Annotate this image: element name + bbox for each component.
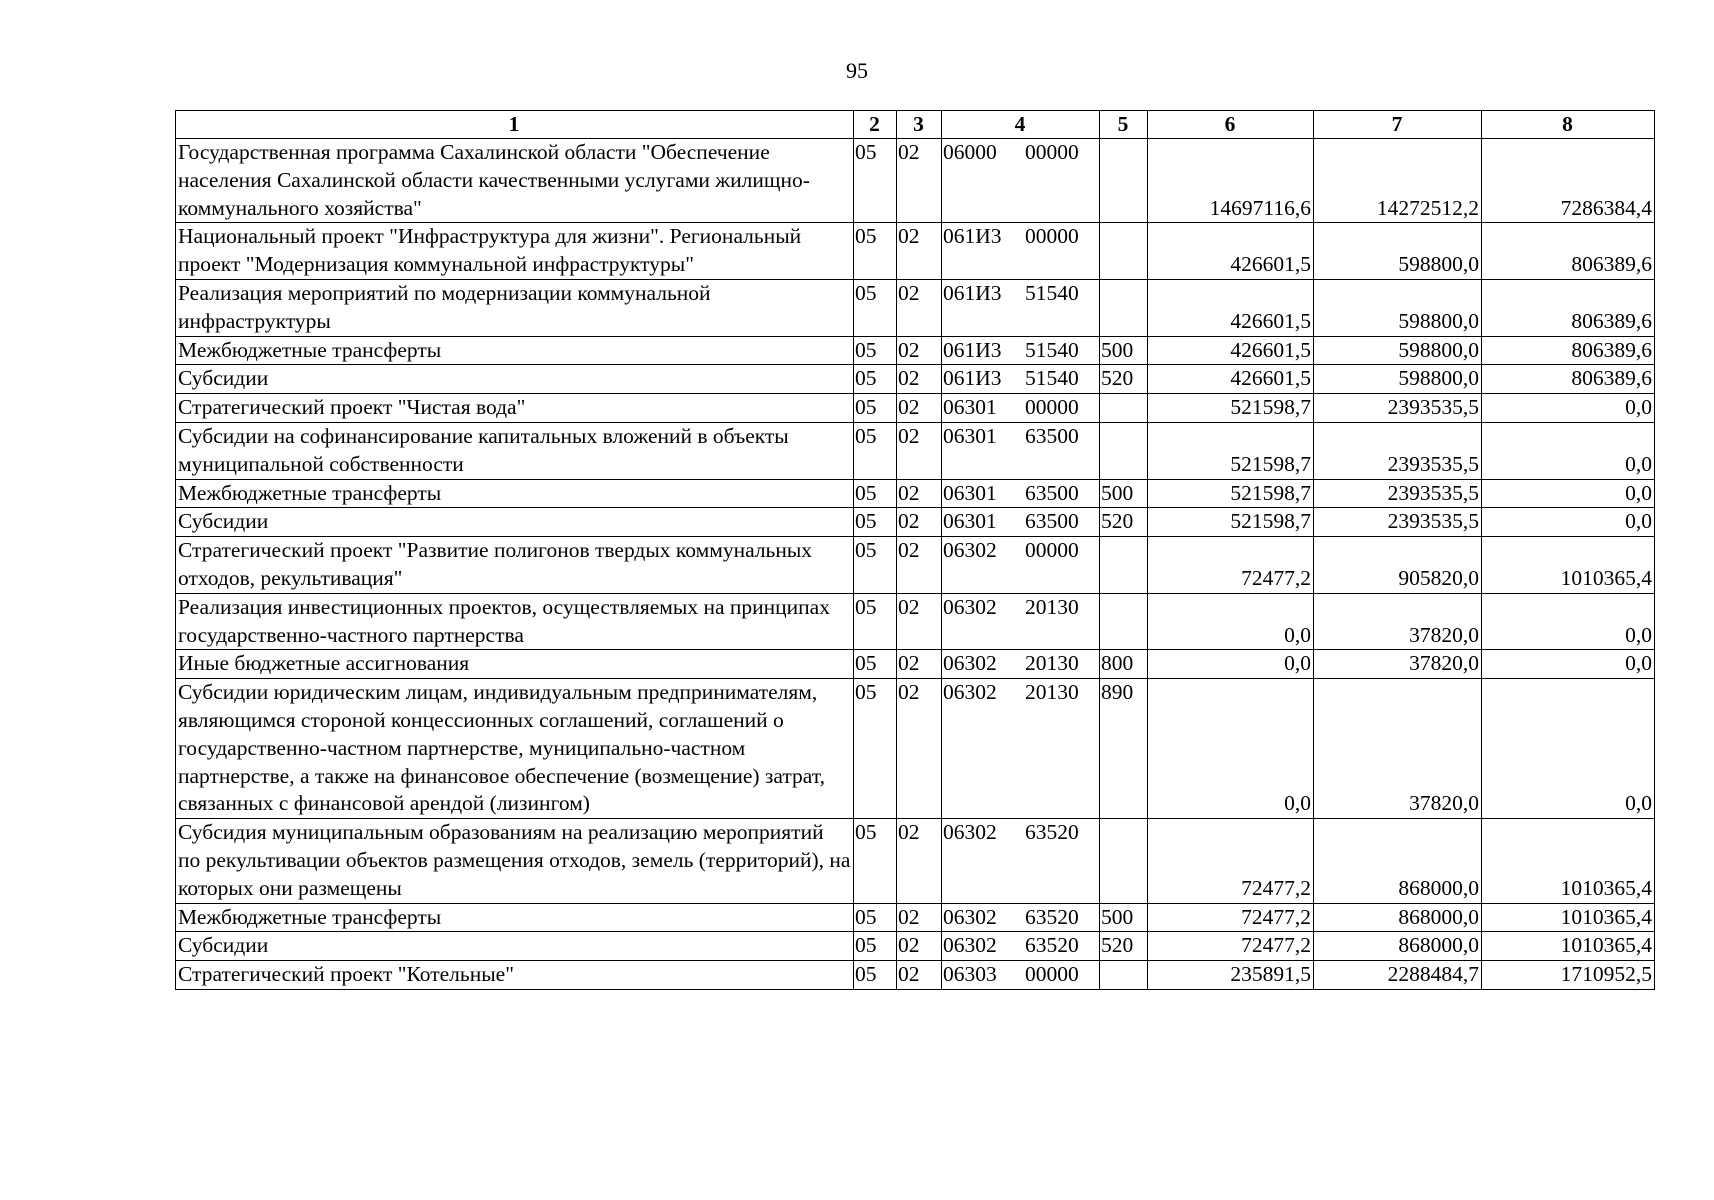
target-article-cell [942,903,1100,932]
section-code-cell: 05 [854,819,897,903]
amount-col8-cell: 1710952,5 [1482,961,1655,990]
column-header: 4 [942,111,1100,139]
section-code-cell: 05 [854,903,897,932]
target-article-program-code: 06301 [943,423,997,448]
table-row [176,223,1655,280]
row-name-cell: Межбюджетные трансферты [176,336,854,365]
amount-col6-cell: 0,0 [1148,650,1314,679]
amount-col7-cell: 2393535,5 [1314,479,1482,508]
target-article-cell [942,223,1100,280]
amount-col6-cell: 72477,2 [1148,537,1314,594]
target-article-program-code: 06302 [943,651,997,676]
amount-col6-cell: 72477,2 [1148,932,1314,961]
table-row [176,279,1655,336]
table-row [176,819,1655,903]
amount-col7-cell: 2393535,5 [1314,422,1482,479]
table-row [176,679,1655,819]
target-article-direction-code: 00000 [1025,140,1079,164]
table-header-row [176,111,1655,139]
subsection-code-cell: 02 [897,932,942,961]
amount-col8-cell: 0,0 [1482,650,1655,679]
target-article-program-code: 061И3 [943,337,1002,362]
expense-type-cell [1100,537,1148,594]
target-article-direction-code: 00000 [1025,962,1079,987]
row-name-cell: Субсидия муниципальным образованиям на реализацию мероприятий по рекультивации объектов размещения отходов, земель (территорий), на которых они размещены [176,819,854,903]
row-name-cell: Стратегический проект "Чистая вода" [176,394,854,423]
section-code-cell: 05 [854,650,897,679]
section-code-cell: 05 [854,422,897,479]
amount-col8-cell: 0,0 [1482,679,1655,819]
amount-col6-cell: 521598,7 [1148,422,1314,479]
amount-col7-cell: 37820,0 [1314,679,1482,819]
expense-type-cell [1100,593,1148,650]
table-row [176,537,1655,594]
section-code-cell: 05 [854,593,897,650]
target-article-direction-code: 00000 [1025,395,1079,420]
section-code-cell: 05 [854,336,897,365]
amount-col8-cell: 0,0 [1482,508,1655,537]
target-article-cell [942,961,1100,990]
amount-col8-cell: 806389,6 [1482,279,1655,336]
target-article-program-code: 06301 [943,509,997,534]
subsection-code-cell: 02 [897,679,942,819]
target-article-cell [942,537,1100,594]
target-article-program-code: 061И3 [943,224,1002,249]
amount-col6-cell: 426601,5 [1148,223,1314,280]
amount-col8-cell: 0,0 [1482,422,1655,479]
expense-type-cell [1100,394,1148,423]
amount-col7-cell: 868000,0 [1314,932,1482,961]
amount-col7-cell: 37820,0 [1314,650,1482,679]
target-article-cell [942,650,1100,679]
row-name-cell: Субсидии [176,365,854,394]
amount-col7-cell: 868000,0 [1314,903,1482,932]
amount-col8-cell: 0,0 [1482,394,1655,423]
row-name-cell: Реализация мероприятий по модернизации коммунальной инфраструктуры [176,279,854,336]
target-article-cell [942,593,1100,650]
amount-col6-cell: 521598,7 [1148,508,1314,537]
expense-type-cell: 520 [1100,932,1148,961]
section-code-cell: 05 [854,365,897,394]
target-article-direction-code: 51540 [1025,337,1079,362]
row-name-cell: Национальный проект "Инфраструктура для жизни". Региональный проект "Модернизация коммунальной инфраструктуры" [176,223,854,280]
amount-col8-cell: 806389,6 [1482,223,1655,280]
expense-type-cell: 520 [1100,508,1148,537]
amount-col8-cell: 1010365,4 [1482,537,1655,594]
section-code-cell: 05 [854,394,897,423]
subsection-code-cell: 02 [897,365,942,394]
amount-col6-cell: 235891,5 [1148,961,1314,990]
expense-type-cell [1100,961,1148,990]
table-row [176,139,1655,223]
table-row [176,479,1655,508]
row-name-cell: Субсидии юридическим лицам, индивидуальным предпринимателям, являющимся стороной концессионных соглашений, соглашений о государственно-частном партнерстве, муниципально-частном партнерстве, а также на финансовое обеспечение (возмещение) затрат, связанных с финансовой арендой (лизингом) [176,679,854,819]
subsection-code-cell: 02 [897,336,942,365]
subsection-code-cell: 02 [897,537,942,594]
target-article-direction-code: 51540 [1025,280,1079,305]
table-row [176,422,1655,479]
section-code-cell: 05 [854,537,897,594]
subsection-code-cell: 02 [897,650,942,679]
column-header: 1 [176,111,854,139]
amount-col6-cell: 14697116,6 [1148,139,1314,223]
target-article-program-code: 06000 [943,140,997,164]
subsection-code-cell: 02 [897,223,942,280]
target-article-direction-code: 63500 [1025,509,1079,534]
expense-type-cell [1100,819,1148,903]
amount-col7-cell: 598800,0 [1314,223,1482,280]
amount-col6-cell: 521598,7 [1148,394,1314,423]
subsection-code-cell: 02 [897,593,942,650]
subsection-code-cell: 02 [897,279,942,336]
subsection-code-cell: 02 [897,961,942,990]
subsection-code-cell: 02 [897,819,942,903]
expense-type-cell [1100,279,1148,336]
target-article-direction-code: 20130 [1025,680,1079,705]
target-article-direction-code: 51540 [1025,366,1079,391]
target-article-direction-code: 20130 [1025,651,1079,676]
expense-type-cell [1100,422,1148,479]
budget-table [175,110,1655,990]
amount-col6-cell: 0,0 [1148,593,1314,650]
subsection-code-cell: 02 [897,479,942,508]
target-article-direction-code: 00000 [1025,538,1079,563]
expense-type-cell: 500 [1100,903,1148,932]
column-header: 6 [1148,111,1314,139]
row-name-cell: Межбюджетные трансферты [176,479,854,508]
amount-col7-cell: 2393535,5 [1314,508,1482,537]
target-article-direction-code: 63520 [1025,933,1079,958]
row-name-cell: Субсидии [176,932,854,961]
target-article-program-code: 06302 [943,820,997,845]
amount-col8-cell: 0,0 [1482,479,1655,508]
column-header: 2 [854,111,897,139]
amount-col6-cell: 72477,2 [1148,903,1314,932]
table-row [176,903,1655,932]
target-article-program-code: 06302 [943,538,997,563]
row-name-cell: Субсидии [176,508,854,537]
target-article-cell [942,279,1100,336]
target-article-cell [942,422,1100,479]
table-body [176,139,1655,990]
target-article-cell [942,679,1100,819]
expense-type-cell [1100,139,1148,223]
target-article-direction-code: 00000 [1025,224,1079,249]
target-article-cell [942,932,1100,961]
amount-col8-cell: 806389,6 [1482,365,1655,394]
target-article-direction-code: 20130 [1025,594,1079,619]
expense-type-cell [1100,223,1148,280]
expense-type-cell: 520 [1100,365,1148,394]
target-article-program-code: 06302 [943,680,997,705]
target-article-program-code: 06302 [943,904,997,929]
subsection-code-cell: 02 [897,139,942,223]
amount-col7-cell: 598800,0 [1314,279,1482,336]
target-article-program-code: 06301 [943,480,997,505]
section-code-cell: 05 [854,961,897,990]
row-name-cell: Реализация инвестиционных проектов, осуществляемых на принципах государственно-частного партнерства [176,593,854,650]
target-article-cell [942,819,1100,903]
section-code-cell: 05 [854,508,897,537]
target-article-cell [942,479,1100,508]
table-row [176,593,1655,650]
amount-col6-cell: 0,0 [1148,679,1314,819]
amount-col6-cell: 72477,2 [1148,819,1314,903]
expense-type-cell: 500 [1100,336,1148,365]
column-header: 7 [1314,111,1482,139]
target-article-program-code: 061И3 [943,280,1002,305]
amount-col8-cell: 1010365,4 [1482,819,1655,903]
row-name-cell: Иные бюджетные ассигнования [176,650,854,679]
table-row [176,508,1655,537]
section-code-cell: 05 [854,223,897,280]
amount-col7-cell: 598800,0 [1314,365,1482,394]
target-article-cell [942,508,1100,537]
amount-col8-cell: 1010365,4 [1482,903,1655,932]
column-header: 3 [897,111,942,139]
table-row [176,336,1655,365]
column-header: 5 [1100,111,1148,139]
amount-col7-cell: 2288484,7 [1314,961,1482,990]
target-article-direction-code: 63520 [1025,904,1079,929]
amount-col6-cell: 521598,7 [1148,479,1314,508]
target-article-direction-code: 63520 [1025,820,1079,845]
section-code-cell: 05 [854,139,897,223]
subsection-code-cell: 02 [897,394,942,423]
target-article-program-code: 061И3 [943,366,1002,391]
table-row [176,650,1655,679]
section-code-cell: 05 [854,279,897,336]
section-code-cell: 05 [854,479,897,508]
amount-col7-cell: 14272512,2 [1314,139,1482,223]
row-name-cell: Субсидии на софинансирование капитальных вложений в объекты муниципальной собственности [176,422,854,479]
amount-col7-cell: 598800,0 [1314,336,1482,365]
subsection-code-cell: 02 [897,422,942,479]
row-name-cell: Стратегический проект "Котельные" [176,961,854,990]
target-article-cell [942,394,1100,423]
expense-type-cell: 500 [1100,479,1148,508]
amount-col7-cell: 37820,0 [1314,593,1482,650]
page-number: 95 [846,58,868,83]
table-row [176,961,1655,990]
amount-col7-cell: 868000,0 [1314,819,1482,903]
row-name-cell: Стратегический проект "Развитие полигонов твердых коммунальных отходов, рекультивация" [176,537,854,594]
target-article-program-code: 06303 [943,962,997,987]
target-article-direction-code: 63500 [1025,423,1079,448]
amount-col7-cell: 905820,0 [1314,537,1482,594]
target-article-cell [942,336,1100,365]
amount-col8-cell: 806389,6 [1482,336,1655,365]
section-code-cell: 05 [854,679,897,819]
amount-col6-cell: 426601,5 [1148,336,1314,365]
subsection-code-cell: 02 [897,508,942,537]
table-row [176,365,1655,394]
subsection-code-cell: 02 [897,903,942,932]
row-name-cell: Государственная программа Сахалинской области "Обеспечение населения Сахалинской области качественными услугами жилищно-коммунального хозяйства" [176,139,854,223]
table-row [176,394,1655,423]
amount-col7-cell: 2393535,5 [1314,394,1482,423]
target-article-cell [942,365,1100,394]
section-code-cell: 05 [854,932,897,961]
target-article-direction-code: 63500 [1025,480,1079,505]
amount-col6-cell: 426601,5 [1148,365,1314,394]
amount-col8-cell: 0,0 [1482,593,1655,650]
expense-type-cell: 800 [1100,650,1148,679]
target-article-program-code: 06302 [943,933,997,958]
amount-col6-cell: 426601,5 [1148,279,1314,336]
target-article-cell [942,139,1100,223]
amount-col8-cell: 1010365,4 [1482,932,1655,961]
target-article-program-code: 06302 [943,594,997,619]
table-row [176,932,1655,961]
amount-col8-cell: 7286384,4 [1482,139,1655,223]
target-article-program-code: 06301 [943,395,997,420]
row-name-cell: Межбюджетные трансферты [176,903,854,932]
expense-type-cell: 890 [1100,679,1148,819]
column-header: 8 [1482,111,1655,139]
